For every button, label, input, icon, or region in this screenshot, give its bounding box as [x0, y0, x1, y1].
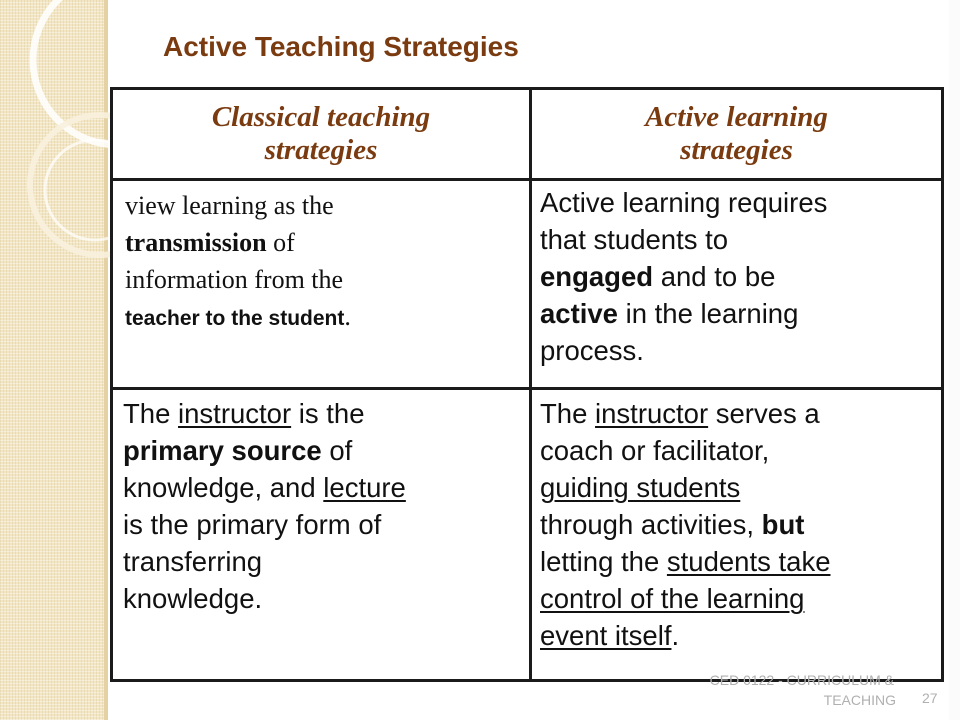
text-line	[123, 395, 525, 432]
text-line	[540, 543, 940, 580]
text-span: serves a	[708, 398, 820, 429]
text-line	[540, 617, 940, 654]
text-span: and to be	[653, 261, 776, 292]
text-line: coach or facilitator,	[540, 435, 770, 466]
cell-classical-instructor	[123, 395, 525, 675]
text-underlined: students take	[666, 546, 831, 577]
header-active-line2: strategies	[680, 134, 793, 166]
text-line: view learning as the	[125, 191, 334, 220]
text-line	[540, 295, 940, 332]
text-line	[123, 469, 525, 506]
text-bold: transmission	[125, 228, 267, 257]
text-line	[540, 469, 940, 506]
text-line: Active learning requires	[540, 187, 828, 218]
text-bold: primary source	[123, 435, 322, 466]
text-line: process.	[540, 335, 644, 366]
cell-active-requires	[540, 184, 940, 384]
text-span: The	[123, 398, 179, 429]
text-line: information from the	[125, 265, 344, 294]
footer-subject: TEACHING	[823, 692, 896, 708]
cell-classical-view	[125, 187, 525, 383]
text-underlined: guiding students	[540, 472, 741, 503]
text-span: .	[671, 620, 680, 651]
text-line: that students to	[540, 224, 729, 255]
text-line	[540, 258, 940, 295]
text-line	[540, 506, 940, 543]
text-line: is the primary form of	[123, 509, 382, 540]
text-bold: teacher to the student	[125, 307, 345, 330]
header-active-line1: Active learning	[645, 101, 828, 133]
slide-title: Active Teaching Strategies	[163, 31, 519, 62]
text-span: knowledge, and	[123, 472, 324, 503]
footer-course: CED 0122 - CURRICULUM &	[709, 672, 894, 688]
header-active	[532, 90, 941, 178]
text-span: of	[266, 228, 295, 257]
text-span: The	[540, 398, 596, 429]
text-line: transferring	[123, 546, 263, 577]
text-line: knowledge.	[123, 583, 263, 614]
text-span: is the	[291, 398, 365, 429]
text-span: .	[344, 302, 351, 331]
text-bold: engaged	[540, 261, 654, 292]
text-bold: active	[540, 298, 618, 329]
text-underlined: instructor	[595, 398, 709, 429]
text-underlined: instructor	[178, 398, 292, 429]
right-edge-strip	[949, 0, 960, 720]
text-line	[540, 580, 940, 617]
text-line	[540, 395, 940, 432]
header-divider	[113, 178, 941, 181]
text-span: through activities,	[540, 509, 762, 540]
text-line	[125, 224, 525, 261]
text-underlined: control of the learning	[540, 583, 805, 614]
text-line	[125, 298, 525, 337]
header-classical-line2: strategies	[264, 134, 378, 166]
text-line	[123, 432, 525, 469]
comparison-table	[110, 87, 944, 682]
text-span: of	[321, 435, 353, 466]
text-underlined: event itself	[540, 620, 672, 651]
text-span: letting the	[540, 546, 667, 577]
text-underlined: lecture	[323, 472, 406, 503]
row-divider	[113, 387, 941, 390]
page-number: 27	[922, 690, 938, 706]
header-classical-line1: Classical teaching	[211, 101, 431, 133]
text-bold: but	[761, 509, 805, 540]
cell-active-instructor	[540, 395, 940, 680]
header-classical	[113, 90, 529, 178]
text-span: in the learning	[617, 298, 799, 329]
